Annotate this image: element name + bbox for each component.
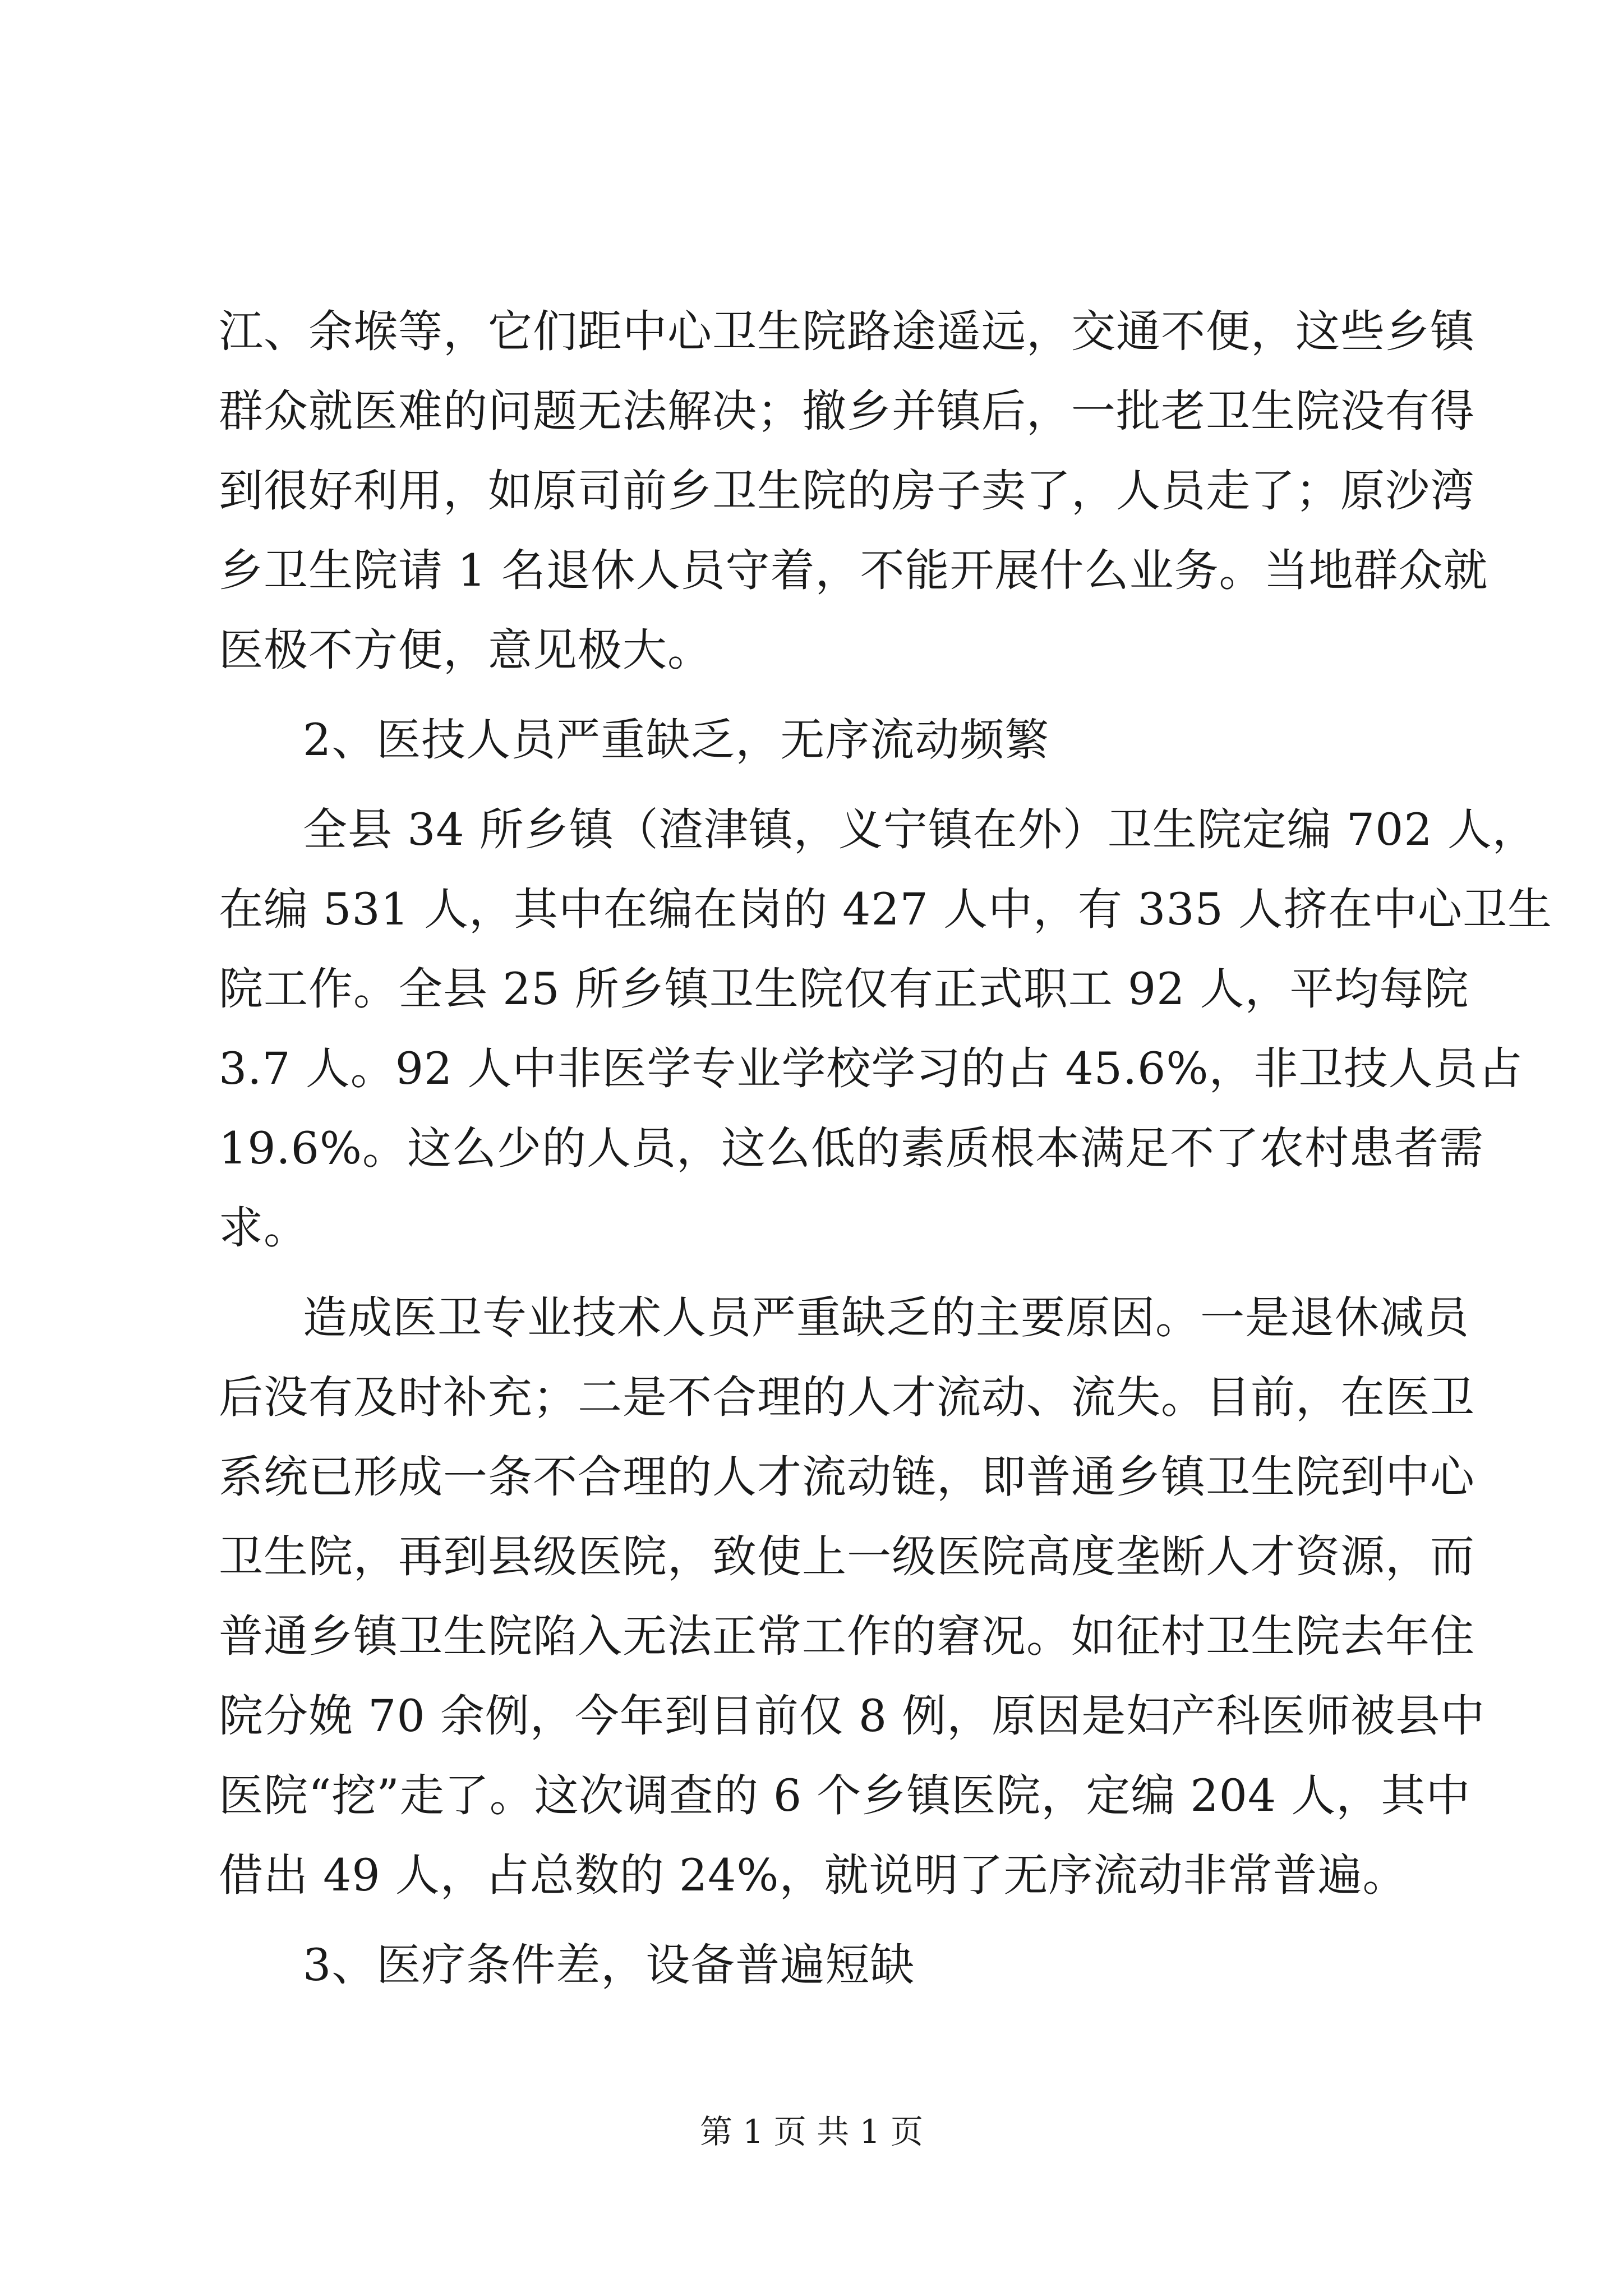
paragraph-line: 后没有及时补充；二是不合理的人才流动、流失。目前，在医卫 <box>219 1372 1475 1423</box>
paragraph-line: 3.7 人。92 人中非医学专业学校学习的占 45.6%，非卫技人员占 <box>219 1043 1523 1094</box>
paragraph-line: 院分娩 70 余例，今年到目前仅 8 例，原因是妇产科医师被县中 <box>219 1690 1486 1742</box>
paragraph-line: 医院“挖”走了。这次调查的 6 个乡镇医院，定编 204 人，其中 <box>219 1770 1471 1821</box>
paragraph-line: 卫生院，再到县级医院，致使上一级医院高度垄断人才资源，而 <box>219 1531 1475 1582</box>
paragraph-line: 19.6%。这么少的人员，这么低的素质根本满足不了农村患者需 <box>219 1122 1484 1174</box>
document-body <box>219 292 1553 2005</box>
paragraph-line: 求。 <box>219 1202 308 1254</box>
page-footer: 第 1 页 共 1 页 <box>700 2113 923 2151</box>
paragraph-line: 到很好利用，如原司前乡卫生院的房子卖了，人员走了；原沙湾 <box>219 465 1475 517</box>
paragraph-line: 造成医卫专业技术人员严重缺乏的主要原因。一是退休减员 <box>303 1292 1469 1343</box>
paragraph-line: 在编 531 人，其中在编在岗的 427 人中，有 335 人挤在中心卫生 <box>219 884 1553 935</box>
section-heading-3: 3、医疗条件差，设备普遍短缺 <box>303 1939 915 1991</box>
paragraph-line: 全县 34 所乡镇（渣津镇，义宁镇在外）卫生院定编 702 人， <box>303 804 1537 855</box>
paragraph-line: 借出 49 人，占总数的 24%，就说明了无序流动非常普遍。 <box>219 1849 1408 1901</box>
paragraph-line: 院工作。全县 25 所乡镇卫生院仅有正式职工 92 人，平均每院 <box>219 963 1469 1015</box>
paragraph-line: 医极不方便，意见极大。 <box>219 624 712 676</box>
paragraph-line: 江、余堠等，它们距中心卫生院路途遥远，交通不便，这些乡镇 <box>219 306 1475 357</box>
paragraph-line: 系统已形成一条不合理的人才流动链，即普通乡镇卫生院到中心 <box>219 1451 1475 1503</box>
paragraph-line: 群众就医难的问题无法解决；撤乡并镇后，一批老卫生院没有得 <box>219 385 1475 437</box>
paragraph-line: 普通乡镇卫生院陷入无法正常工作的窘况。如征村卫生院去年住 <box>219 1611 1475 1662</box>
paragraph-line: 乡卫生院请 1 名退休人员守着，不能开展什么业务。当地群众就 <box>219 545 1488 596</box>
section-heading-2: 2、医技人员严重缺乏，无序流动频繁 <box>303 714 1050 766</box>
